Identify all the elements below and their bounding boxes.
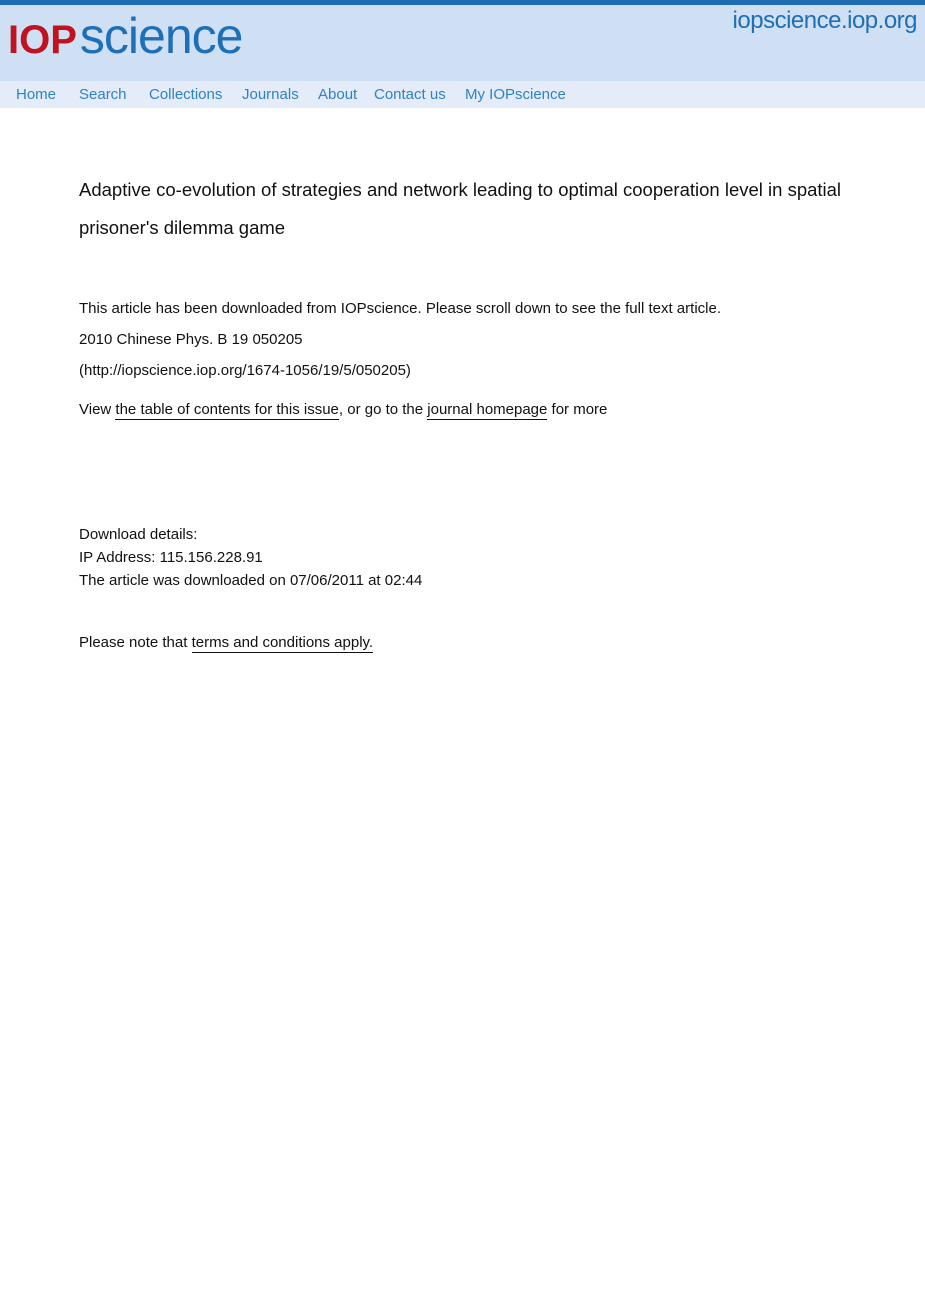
- site-url[interactable]: iopscience.iop.org: [732, 7, 917, 34]
- article-title: Adaptive co-evolution of strategies and network leading to optimal cooperation level in spatial prisoner's dilemma game: [79, 179, 842, 238]
- nav-my-iopscience[interactable]: My IOPscience: [465, 86, 566, 103]
- main-nav: [0, 81, 925, 108]
- view-middle: , or go to the: [338, 401, 428, 418]
- ip-address: IP Address: 115.156.228.91: [79, 549, 263, 566]
- terms-link[interactable]: terms and conditions apply.: [191, 634, 374, 651]
- nav-search[interactable]: Search: [79, 86, 127, 103]
- citation: 2010 Chinese Phys. B 19 050205: [79, 331, 303, 348]
- article-url: (http://iopscience.iop.org/1674-1056/19/5/050205): [79, 362, 411, 379]
- journal-homepage-link[interactable]: journal homepage: [427, 401, 548, 418]
- iopscience-logo[interactable]: [8, 7, 242, 67]
- view-suffix: for more: [547, 401, 608, 418]
- download-date: The article was downloaded on 07/06/2011 at 02:44: [79, 572, 423, 589]
- toc-link[interactable]: the table of contents for this issue: [115, 401, 339, 418]
- download-notice: This article has been downloaded from IOPscience. Please scroll down to see the full text article.: [79, 300, 721, 317]
- terms-prefix: Please note that: [79, 634, 192, 651]
- view-links-line: [79, 401, 607, 418]
- logo-science-text: science: [79, 8, 243, 64]
- terms-line: [79, 634, 373, 651]
- nav-about[interactable]: About: [318, 86, 358, 103]
- header-banner: [0, 5, 925, 81]
- nav-home[interactable]: Home: [16, 86, 57, 103]
- nav-journals[interactable]: Journals: [242, 86, 299, 103]
- nav-collections[interactable]: Collections: [149, 86, 223, 103]
- nav-contact-us[interactable]: Contact us: [374, 86, 446, 103]
- view-prefix: View: [79, 401, 116, 418]
- download-details-heading: Download details:: [79, 526, 198, 543]
- logo-iop-text: IOP: [8, 18, 77, 62]
